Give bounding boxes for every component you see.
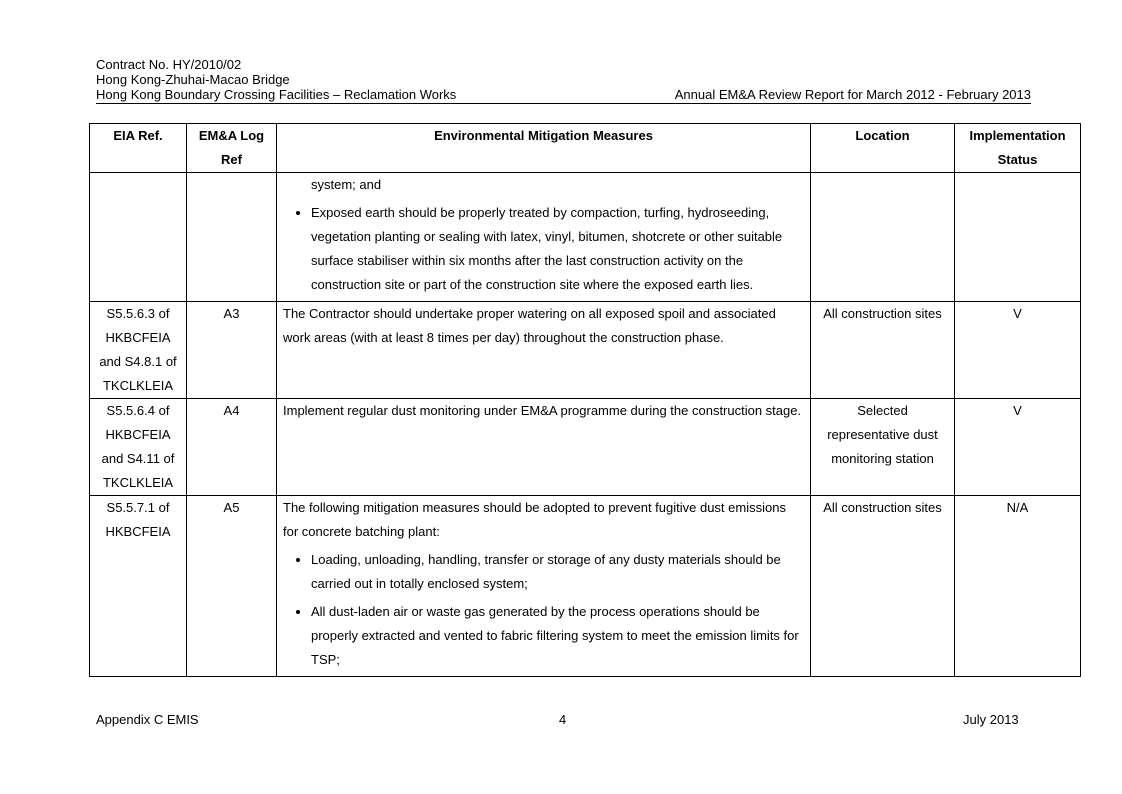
log-ref-cell: A5 <box>187 496 277 677</box>
measure-bullet: • All dust-laden air or waste gas generated by the process operations should be properly extracted and vented to fabric filtering system to meet the emission limits for TSP; <box>311 600 804 672</box>
contract-number: Contract No. HY/2010/02 <box>96 57 242 72</box>
footer-appendix: Appendix C EMIS <box>96 712 199 727</box>
measure-bullet-list <box>283 548 804 672</box>
eia-ref-cell: S5.5.7.1 of HKBCFEIA <box>90 496 187 677</box>
status-cell: V <box>955 399 1081 496</box>
location-cell: Selected representative dust monitoring station <box>811 399 955 496</box>
measure-bullet-list <box>283 201 804 297</box>
table-row <box>90 302 1081 399</box>
table-row <box>90 173 1081 302</box>
footer-date: July 2013 <box>963 712 1019 727</box>
measure-continuation: system; and <box>311 177 382 192</box>
location-cell <box>811 173 955 302</box>
measure-cell: The Contractor should undertake proper watering on all exposed spoil and associated work areas (with at least 8 times per day) throughout the construction phase. <box>277 302 811 399</box>
works-title: Hong Kong Boundary Crossing Facilities – Reclamation Works <box>96 87 457 102</box>
measure-intro: The following mitigation measures should be adopted to prevent fugitive dust emissions for concrete batching plant: <box>283 500 786 539</box>
project-name: Hong Kong-Zhuhai-Macao Bridge <box>96 72 290 87</box>
col-header-location: Location <box>811 124 955 173</box>
status-cell: N/A <box>955 496 1081 677</box>
emis-table <box>89 123 1081 677</box>
col-header-eia-ref: EIA Ref. <box>90 124 187 173</box>
table-row <box>90 496 1081 677</box>
report-title: Annual EM&A Review Report for March 2012 - February 2013 <box>674 87 1031 102</box>
measure-bullet: • Exposed earth should be properly treated by compaction, turfing, hydroseeding, vegetation planting or sealing with latex, vinyl, bitumen, shotcrete or other suitable surface stabiliser within six months after the last construction activity on the construction site or part of the construction site where the exposed earth lies. <box>311 201 804 297</box>
location-cell: All construction sites <box>811 496 955 677</box>
log-ref-cell <box>187 173 277 302</box>
table-header-row <box>90 124 1081 173</box>
col-header-status: Implementation Status <box>955 124 1081 173</box>
log-ref-cell: A4 <box>187 399 277 496</box>
page-header <box>96 57 1031 102</box>
col-header-log-ref: EM&A Log Ref <box>187 124 277 173</box>
measure-cell <box>277 496 811 677</box>
location-cell: All construction sites <box>811 302 955 399</box>
page-number: 4 <box>559 712 567 727</box>
col-header-measures: Environmental Mitigation Measures <box>277 124 811 173</box>
measure-cell: Implement regular dust monitoring under EM&A programme during the construction stage. <box>277 399 811 496</box>
eia-ref-cell: S5.5.6.3 of HKBCFEIA and S4.8.1 of TKCLKLEIA <box>90 302 187 399</box>
eia-ref-cell <box>90 173 187 302</box>
measure-cell <box>277 173 811 302</box>
eia-ref-cell: S5.5.6.4 of HKBCFEIA and S4.11 of TKCLKLEIA <box>90 399 187 496</box>
log-ref-cell: A3 <box>187 302 277 399</box>
table-row <box>90 399 1081 496</box>
header-rule <box>96 103 1031 104</box>
status-cell <box>955 173 1081 302</box>
measure-bullet: • Loading, unloading, handling, transfer or storage of any dusty materials should be carried out in totally enclosed system; <box>311 548 804 596</box>
status-cell: V <box>955 302 1081 399</box>
